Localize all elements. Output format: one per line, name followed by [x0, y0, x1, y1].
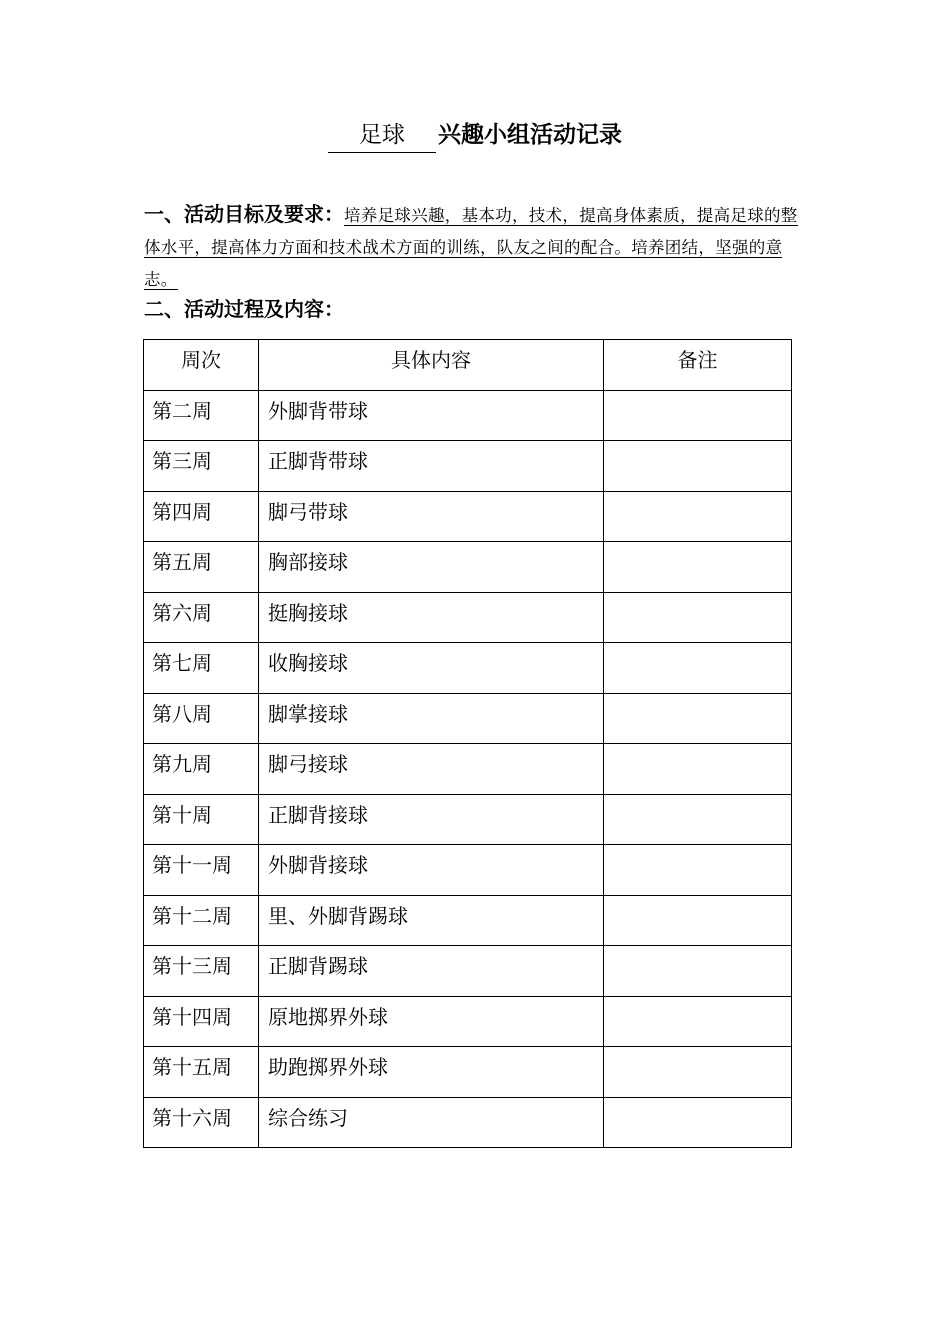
content-cell: 助跑掷界外球: [259, 1047, 604, 1098]
content-cell: 正脚背接球: [259, 794, 604, 845]
week-cell: 第七周: [144, 643, 259, 694]
content-cell: 脚弓接球: [259, 744, 604, 795]
content-cell: 原地掷界外球: [259, 996, 604, 1047]
note-cell: [604, 794, 792, 845]
week-cell: 第二周: [144, 390, 259, 441]
table-row: [144, 643, 792, 694]
note-cell: [604, 744, 792, 795]
table-row: [144, 592, 792, 643]
table-row: [144, 794, 792, 845]
table-row: [144, 1047, 792, 1098]
note-cell: [604, 491, 792, 542]
week-cell: 第十周: [144, 794, 259, 845]
week-cell: 第六周: [144, 592, 259, 643]
note-cell: [604, 946, 792, 997]
activity-process-heading: 二、活动过程及内容：: [144, 297, 344, 321]
activity-goal-text: 培养足球兴趣，基本功，技术，提高身体素质，提高足球的整体水平，提高体力方面和技术战术方面的训练，队友之间的配合。培养团结，坚强的意志。: [144, 206, 798, 289]
table-row: [144, 441, 792, 492]
content-cell: 里、外脚背踢球: [259, 895, 604, 946]
note-cell: [604, 845, 792, 896]
note-cell: [604, 542, 792, 593]
table-row: [144, 895, 792, 946]
week-cell: 第十一周: [144, 845, 259, 896]
note-cell: [604, 895, 792, 946]
activity-goal-section: [144, 198, 808, 296]
title-text: 兴趣小组活动记录: [438, 122, 622, 148]
content-cell: 挺胸接球: [259, 592, 604, 643]
content-cell: 胸部接球: [259, 542, 604, 593]
table-row: [144, 1097, 792, 1148]
note-cell: [604, 996, 792, 1047]
activity-goal-label: 一、活动目标及要求：: [144, 202, 344, 226]
table-body: [144, 390, 792, 1148]
content-cell: 外脚背带球: [259, 390, 604, 441]
table-header-row: [144, 340, 792, 391]
content-cell: 收胸接球: [259, 643, 604, 694]
table-row: [144, 693, 792, 744]
content-cell: 脚掌接球: [259, 693, 604, 744]
activity-record-table: [143, 339, 792, 1148]
header-content: 具体内容: [259, 340, 604, 391]
week-cell: 第十三周: [144, 946, 259, 997]
page-title: [0, 118, 950, 153]
note-cell: [604, 1047, 792, 1098]
content-cell: 脚弓带球: [259, 491, 604, 542]
week-cell: 第九周: [144, 744, 259, 795]
content-cell: 正脚背踢球: [259, 946, 604, 997]
header-week: 周次: [144, 340, 259, 391]
week-cell: 第十六周: [144, 1097, 259, 1148]
week-cell: 第十二周: [144, 895, 259, 946]
week-cell: 第十四周: [144, 996, 259, 1047]
content-cell: 外脚背接球: [259, 845, 604, 896]
content-cell: 综合练习: [259, 1097, 604, 1148]
table-row: [144, 744, 792, 795]
week-cell: 第十五周: [144, 1047, 259, 1098]
note-cell: [604, 643, 792, 694]
table-row: [144, 946, 792, 997]
week-cell: 第四周: [144, 491, 259, 542]
title-fill-in-blank: 足球: [328, 118, 436, 153]
note-cell: [604, 1097, 792, 1148]
table-row: [144, 996, 792, 1047]
week-cell: 第八周: [144, 693, 259, 744]
note-cell: [604, 693, 792, 744]
table-row: [144, 491, 792, 542]
note-cell: [604, 441, 792, 492]
table-row: [144, 845, 792, 896]
header-note: 备注: [604, 340, 792, 391]
table-row: [144, 542, 792, 593]
note-cell: [604, 592, 792, 643]
table-row: [144, 390, 792, 441]
note-cell: [604, 390, 792, 441]
content-cell: 正脚背带球: [259, 441, 604, 492]
week-cell: 第五周: [144, 542, 259, 593]
week-cell: 第三周: [144, 441, 259, 492]
